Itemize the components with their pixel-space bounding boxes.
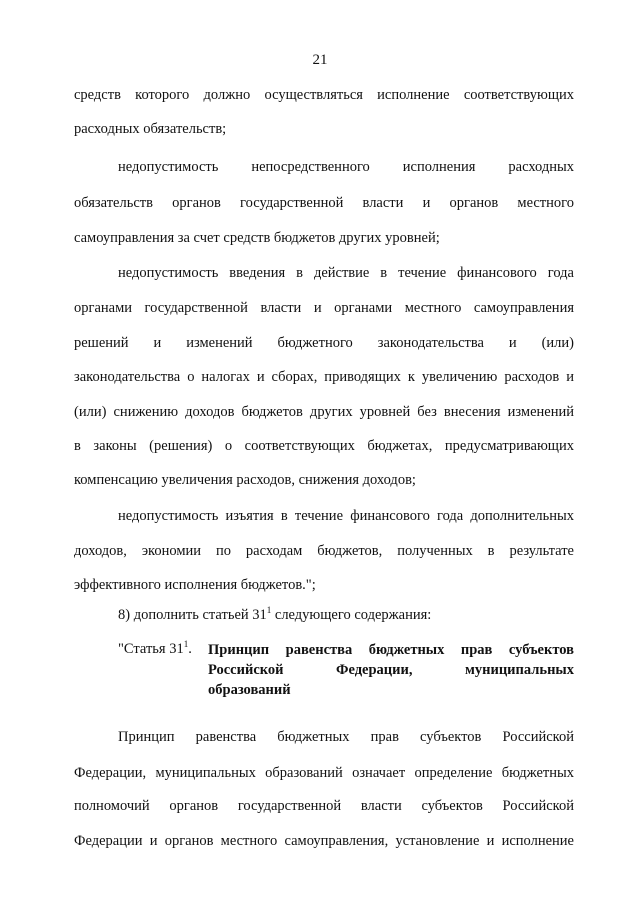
- page-number: 21: [312, 52, 328, 68]
- text-line: недопустимость изъятия в течение финансового года дополнительных: [118, 508, 574, 524]
- text-line: недопустимость введения в действие в течение финансового года: [118, 265, 574, 281]
- text-line: решений и изменений бюджетного законодательства и (или): [74, 335, 574, 351]
- article-title-line: Принцип равенства бюджетных прав субъектов: [208, 642, 574, 658]
- text-line: законодательства о налогах и сборах, приводящих к увеличению расходов и: [74, 369, 574, 385]
- text-line: Принцип равенства бюджетных прав субъектов Российской: [118, 729, 574, 745]
- article-label: [118, 640, 192, 658]
- article-label-text: .: [188, 641, 192, 657]
- text-line: органами государственной власти и органами местного самоуправления: [74, 300, 574, 316]
- superscript: 1: [266, 605, 272, 616]
- text-line: самоуправления за счет средств бюджетов других уровней;: [74, 230, 440, 246]
- text-line: полномочий органов государственной власти субъектов Российской: [74, 798, 574, 814]
- amendment-item-text: следующего содержания:: [271, 607, 432, 623]
- text-line: обязательств органов государственной власти и органов местного: [74, 195, 574, 211]
- article-title-line: образований: [208, 682, 291, 698]
- amendment-item-text: 8) дополнить статьей 31: [118, 607, 267, 623]
- text-line: расходных обязательств;: [74, 121, 227, 137]
- article-label-text: "Статья 31: [118, 641, 184, 657]
- text-line: в законы (решения) о соответствующих бюджетах, предусматривающих: [74, 438, 574, 454]
- text-line: эффективного исполнения бюджетов.";: [74, 577, 316, 593]
- article-title: [208, 640, 574, 700]
- amendment-item: [118, 606, 574, 624]
- text-line: средств которого должно осуществляться исполнение соответствующих: [74, 87, 574, 103]
- superscript: 1: [183, 639, 189, 650]
- article-title-line: Российской Федерации, муниципальных: [208, 662, 574, 678]
- text-line: Федерации, муниципальных образований означает определение бюджетных: [74, 765, 574, 781]
- text-line: Федерации и органов местного самоуправления, установление и исполнение: [74, 833, 574, 849]
- text-line: недопустимость непосредственного исполнения расходных: [118, 159, 574, 175]
- text-line: компенсацию увеличения расходов, снижения доходов;: [74, 472, 416, 488]
- text-line: (или) снижению доходов бюджетов других уровней без внесения изменений: [74, 404, 574, 420]
- text-line: доходов, экономии по расходам бюджетов, полученных в результате: [74, 543, 574, 559]
